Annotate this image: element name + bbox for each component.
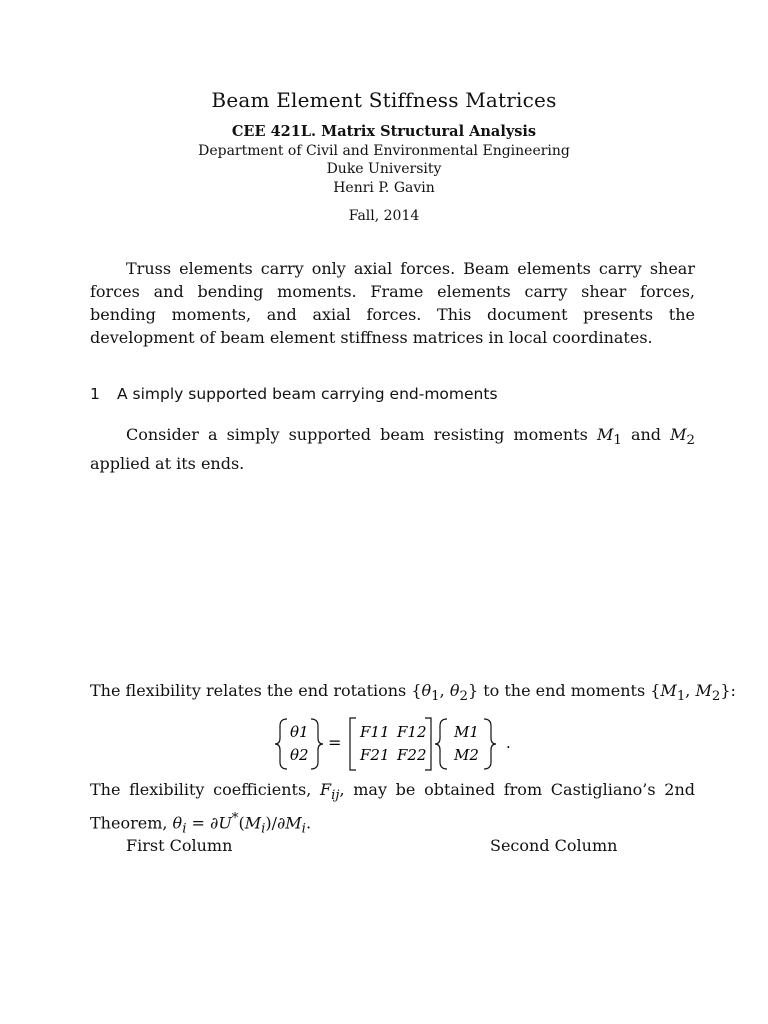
second-column-label: Second Column	[490, 836, 618, 855]
course-name: CEE 421L. Matrix Structural Analysis	[231, 123, 537, 140]
rhs-M2: M2	[454, 746, 479, 764]
section-heading	[90, 385, 498, 403]
lhs-theta1: θ1	[290, 723, 309, 741]
right-brace	[311, 719, 323, 769]
abstract-paragraph: Truss elements carry only axial forces. Beam elements carry shear forces and bending moments. Frame elements carry shear forces, bending moments, and axial forces. This document presents the development of beam element stiffness matrices in local coordinates.	[90, 259, 695, 347]
section-number: 1	[90, 385, 100, 403]
rhs-right-brace	[484, 719, 496, 769]
intro-paragraph: Consider a simply supported beam resisting moments $M_1$ and $M_2$ applied at its ends.	[90, 425, 695, 474]
flexibility-equation	[274, 716, 534, 770]
author: Henri P. Gavin	[333, 180, 435, 196]
coefficients-paragraph: The flexibility coefficients, $F_{ij}$, may be obtained from Castigliano’s 2nd Theorem, $\theta_i = \partial U^*(M_i)/\partial M_i$.	[90, 780, 695, 837]
university: Duke University	[326, 161, 442, 177]
department: Department of Civil and Environmental Engineering	[198, 143, 570, 159]
document-title: Beam Element Stiffness Matrices	[211, 88, 557, 112]
matrix-F22: F22	[397, 746, 427, 764]
lhs-theta2: θ2	[290, 746, 309, 764]
figure-placeholder	[90, 480, 695, 670]
section-title: A simply supported beam carrying end-moments	[117, 385, 498, 403]
flexibility-sentence: The flexibility relates the end rotations {$\theta_1$, $\theta_2$} to the end moments {$M_1$, $M_2$}:	[90, 681, 736, 705]
left-brace	[275, 719, 287, 769]
equation-period: .	[506, 734, 511, 752]
matrix-F12: F12	[397, 723, 427, 741]
first-column-label: First Column	[126, 836, 233, 855]
matrix-F11: F11	[360, 723, 390, 741]
rhs-M1: M1	[454, 723, 479, 741]
left-bracket	[350, 718, 356, 770]
equals-sign: =	[328, 733, 342, 752]
date: Fall, 2014	[348, 208, 420, 224]
matrix-F21: F21	[360, 746, 390, 764]
rhs-left-brace	[435, 719, 447, 769]
